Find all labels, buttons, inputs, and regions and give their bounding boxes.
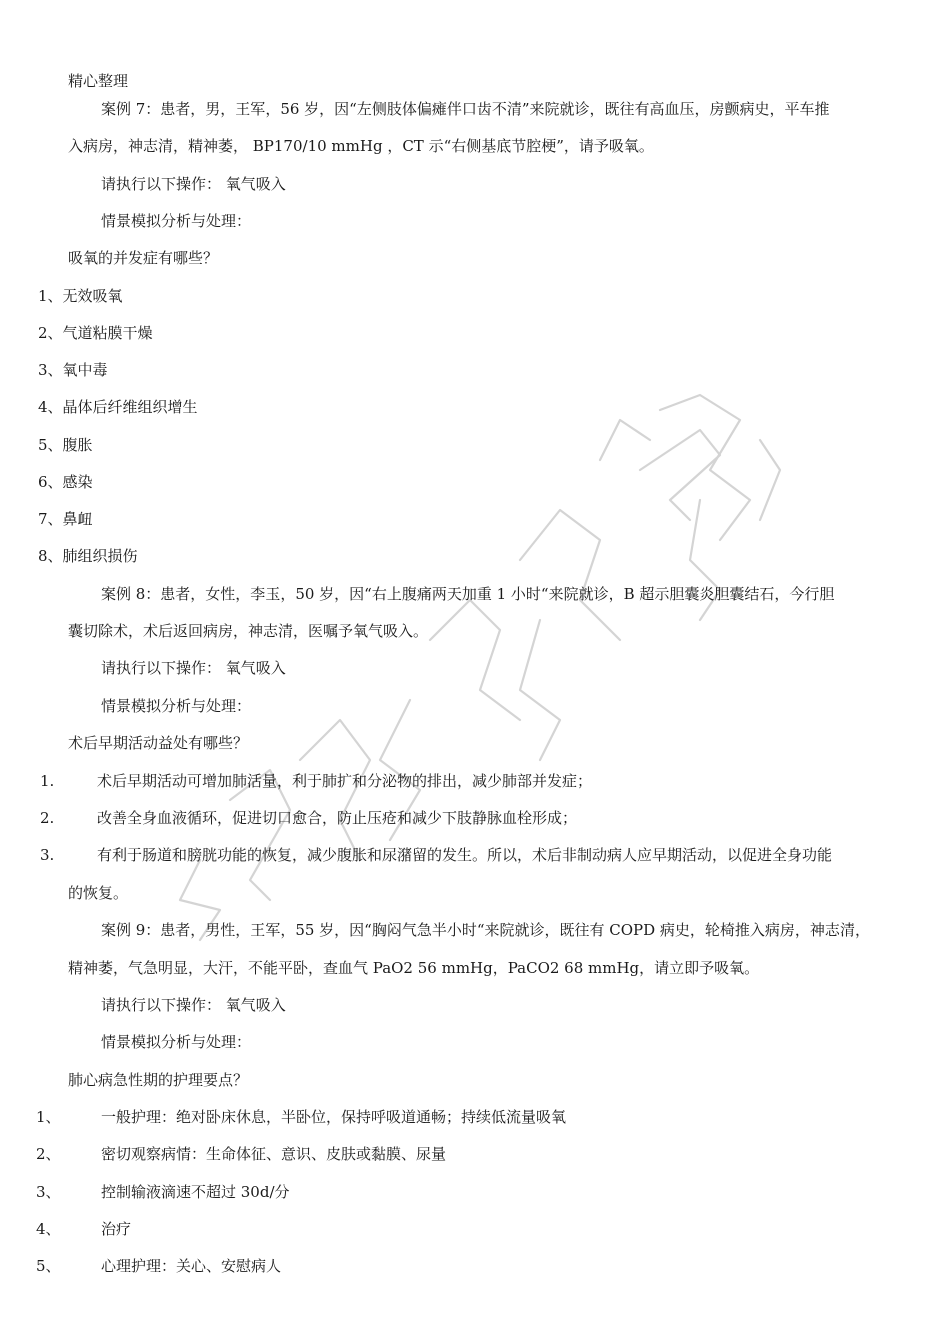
case9-answer-3-text: 控制输液滴速不超过 30d/分 bbox=[101, 1183, 290, 1201]
case7-question: 吸氧的并发症有哪些？ bbox=[68, 249, 219, 267]
case7-answer-2: 2、气道粘膜干燥 bbox=[38, 324, 153, 342]
case8-text-line1: 案例 8：患者，女性，李玉，50 岁，因“右上腹痛两天加重 1 小时“来院就诊，B 超示胆囊炎胆囊结石，今行胆 bbox=[101, 585, 835, 603]
case9-answer-4-text: 治疗 bbox=[101, 1220, 132, 1238]
case9-answer-2-text: 密切观察病情：生命体征、意识、皮肤或黏膜、尿量 bbox=[101, 1145, 447, 1163]
case9-answer-4-number: 4、 bbox=[36, 1220, 61, 1238]
case9-answer-1-number: 1、 bbox=[36, 1108, 61, 1126]
case9-answer-5-text: 心理护理：关心、安慰病人 bbox=[101, 1257, 282, 1275]
case9-task: 请执行以下操作： 氧气吸入 bbox=[101, 996, 286, 1014]
case7-task: 请执行以下操作： 氧气吸入 bbox=[101, 175, 286, 193]
case7-answer-7: 7、鼻衄 bbox=[38, 510, 93, 528]
case7-answer-6: 6、感染 bbox=[38, 473, 93, 491]
case9-analysis: 情景模拟分析与处理： bbox=[101, 1033, 252, 1051]
case8-answer-3-text: 有利于肠道和膀胱功能的恢复，减少腹胀和尿潴留的发生。所以，术后非制动病人应早期活动，以促进全身功能 bbox=[97, 846, 833, 864]
case8-answer-2-number: 2. bbox=[40, 809, 55, 827]
page-header: 精心整理 bbox=[68, 72, 129, 90]
case8-analysis: 情景模拟分析与处理： bbox=[101, 697, 252, 715]
case8-question: 术后早期活动益处有哪些？ bbox=[68, 734, 249, 752]
case8-answer-2-text: 改善全身血液循环，促进切口愈合，防止压疮和减少下肢静脉血栓形成； bbox=[97, 809, 578, 827]
case8-answer-1-number: 1. bbox=[40, 772, 55, 790]
case9-text-line2: 精神萎，气急明显，大汗，不能平卧，查血气 PaO2 56 mmHg，PaCO2 68 mmHg，请立即予吸氧。 bbox=[68, 959, 760, 977]
case9-answer-5-number: 5、 bbox=[36, 1257, 61, 1275]
case8-answer-1-text: 术后早期活动可增加肺活量，利于肺扩和分泌物的排出，减少肺部并发症； bbox=[97, 772, 593, 790]
case9-text-line1: 案例 9：患者，男性，王军，55 岁，因“胸闷气急半小时“来院就诊，既往有 COPD 病史，轮椅推入病房，神志清， bbox=[101, 921, 870, 939]
case8-answer-3-number: 3. bbox=[40, 846, 55, 864]
case8-answer-3-continuation: 的恢复。 bbox=[68, 884, 129, 902]
case7-answer-8: 8、肺组织损伤 bbox=[38, 547, 138, 565]
case7-answer-3: 3、氧中毒 bbox=[38, 361, 108, 379]
case9-question: 肺心病急性期的护理要点？ bbox=[68, 1071, 249, 1089]
case9-answer-2-number: 2、 bbox=[36, 1145, 61, 1163]
case7-answer-1: 1、无效吸氧 bbox=[38, 287, 123, 305]
case8-task: 请执行以下操作： 氧气吸入 bbox=[101, 659, 286, 677]
case8-text-line2: 囊切除术，术后返回病房，神志清，医嘱予氧气吸入。 bbox=[68, 622, 429, 640]
case7-answer-5: 5、腹胀 bbox=[38, 436, 93, 454]
case7-analysis: 情景模拟分析与处理： bbox=[101, 212, 252, 230]
case9-answer-1-text: 一般护理：绝对卧床休息，半卧位，保持呼吸道通畅；持续低流量吸氧 bbox=[101, 1108, 567, 1126]
case7-answer-4: 4、晶体后纤维组织增生 bbox=[38, 398, 198, 416]
case7-text-line1: 案例 7：患者，男，王军，56 岁，因“左侧肢体偏瘫伴口齿不清”来院就诊，既往有高血压，房颤病史，平车推 bbox=[101, 100, 830, 118]
case7-text-line2: 入病房，神志清，精神萎， BP170/10 mmHg ，CT 示“右侧基底节腔梗”，请予吸氧。 bbox=[68, 137, 654, 155]
case9-answer-3-number: 3、 bbox=[36, 1183, 61, 1201]
